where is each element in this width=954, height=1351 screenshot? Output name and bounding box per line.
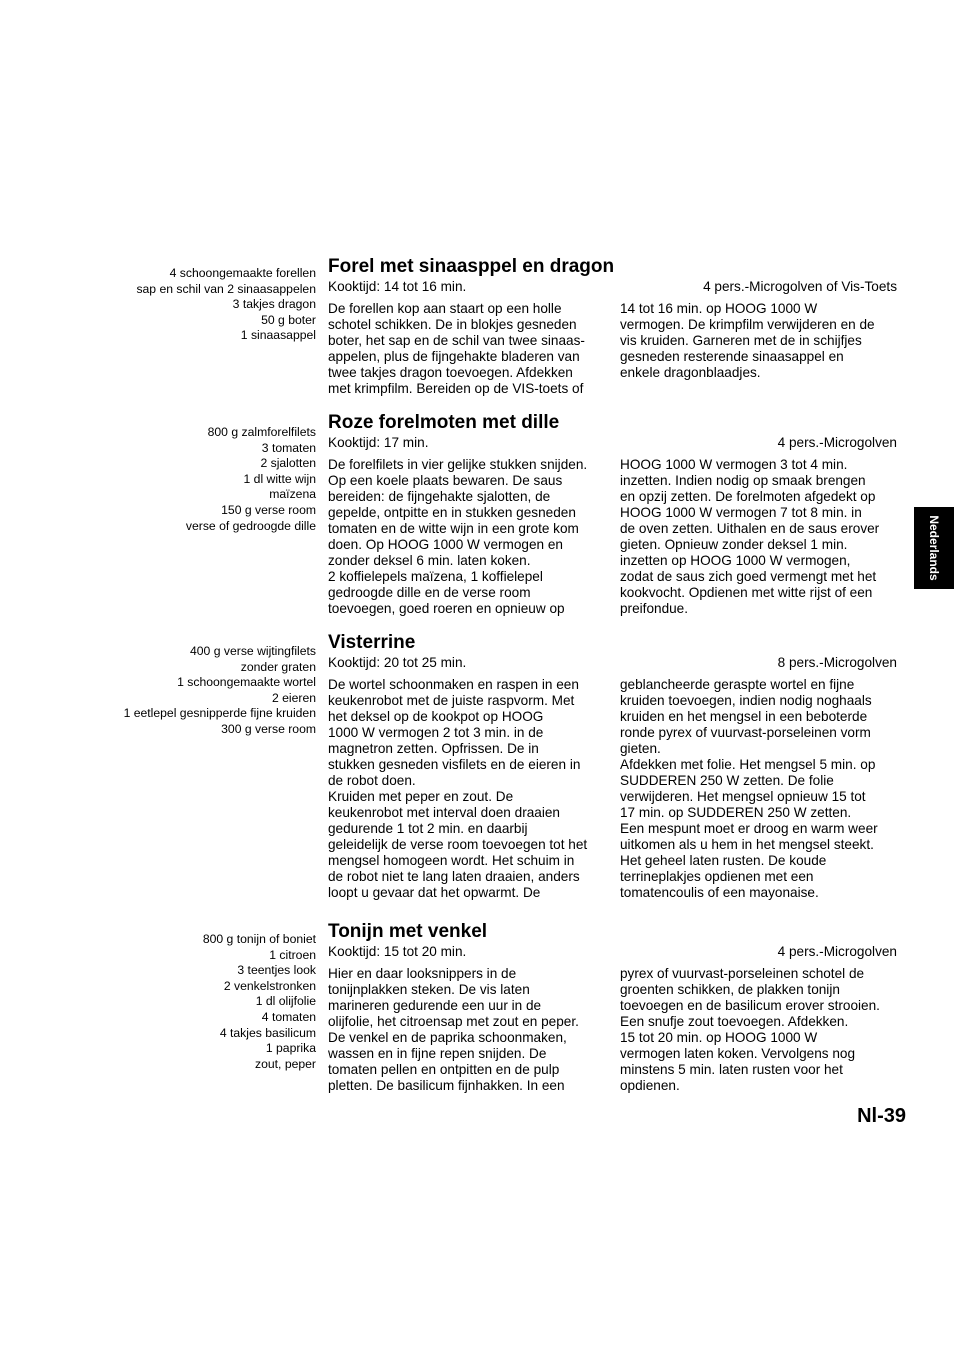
ingredient-item: 800 g zalmforelfilets bbox=[207, 425, 316, 439]
ingredient-item: 1 eetlepel gesnipperde fijne kruiden bbox=[123, 706, 316, 721]
cook-time: Kooktijd: 17 min. bbox=[328, 435, 429, 450]
text-line: de robot niet te lang laten draaien, anders bbox=[328, 869, 580, 884]
ingredient-item: zout, peper bbox=[255, 1056, 316, 1071]
text-line: uitkomen als u hem in het mengsel steekt. bbox=[620, 837, 874, 852]
text-line: gedroogde dille en de verse room bbox=[328, 585, 531, 600]
ingredient-item: 1 schoongemaakte wortel bbox=[177, 675, 316, 690]
ingredient-item: 150 g verse room bbox=[221, 502, 316, 517]
text-line: geleidelijk de verse room toevoegen tot het bbox=[328, 837, 588, 852]
recipe-title: Tonijn met venkel bbox=[328, 921, 488, 942]
text-line: De forelfilets in vier gelijke stukken snijden. bbox=[328, 457, 588, 472]
text-line: HOOG 1000 W vermogen 3 tot 4 min. bbox=[620, 457, 848, 472]
text-line: schotel schikken. De in blokjes gesneden bbox=[328, 317, 577, 332]
text-line: kruiden en het mengsel in een beboterde bbox=[620, 709, 868, 724]
ingredients-list bbox=[60, 266, 316, 344]
text-line: toevoegen en de basilicum erover strooien. bbox=[620, 998, 880, 1013]
ingredient-item: 1 paprika bbox=[265, 1041, 316, 1056]
instructions-right bbox=[620, 301, 902, 381]
recipe-title: Visterrine bbox=[328, 632, 416, 653]
text-line: doen. Op HOOG 1000 W vermogen en bbox=[328, 537, 563, 552]
text-line: verwijderen. Het mengsel opnieuw 15 tot bbox=[620, 789, 866, 804]
text-line: ronde pyrex of vuurvast-porseleinen vorm bbox=[620, 725, 871, 740]
serving-info: 4 pers.-Microgolven bbox=[777, 435, 897, 450]
text-line: Het geheel laten rusten. De koude bbox=[620, 853, 827, 868]
text-line: wassen en in fijne repen snijden. De bbox=[328, 1046, 547, 1061]
text-line: groenten schikken, de plakken tonijn bbox=[620, 982, 840, 997]
text-line: 2 koffielepels maïzena, 1 koffielepel bbox=[328, 569, 543, 584]
text-line: Een mespunt moet er droog en warm weer bbox=[620, 821, 878, 836]
instructions-right bbox=[620, 966, 902, 1094]
text-line: stukken gesneden visfilets en de eieren in bbox=[328, 757, 581, 772]
serving-info: 8 pers.-Microgolven bbox=[777, 655, 897, 670]
text-line: de robot doen. bbox=[328, 773, 416, 788]
ingredient-item: 4 schoongemaakte forellen bbox=[169, 266, 316, 280]
ingredient-item: 1 dl witte wijn bbox=[243, 471, 316, 486]
page-number: Nl-39 bbox=[857, 1105, 906, 1127]
text-line: keukenrobot met interval doen draaien bbox=[328, 805, 560, 820]
text-line: HOOG 1000 W vermogen 7 tot 8 min. in bbox=[620, 505, 862, 520]
ingredients-list bbox=[60, 644, 316, 738]
ingredient-item: verse of gedroogde dille bbox=[185, 518, 316, 533]
text-line: Op een koele plaats bewaren. De saus bbox=[328, 473, 563, 488]
text-line: vermogen laten koken. Vervolgens nog bbox=[620, 1046, 856, 1061]
ingredients-list bbox=[60, 425, 316, 534]
ingredient-item: 3 takjes dragon bbox=[232, 297, 316, 312]
ingredient-item: 4 tomaten bbox=[261, 1009, 316, 1024]
ingredient-item: sap en schil van 2 sinaasappelen bbox=[136, 281, 316, 296]
text-line: vermogen. De krimpfilm verwijderen en de bbox=[620, 317, 875, 332]
text-line: tomaten en de witte wijn in een grote kom bbox=[328, 521, 579, 536]
text-line: pletten. De basilicum fijnhakken. In een bbox=[328, 1078, 565, 1093]
text-line: De forellen kop aan staart op een holle bbox=[328, 301, 562, 316]
text-line: geblancheerde geraspte wortel en fijne bbox=[620, 677, 855, 692]
text-line: zodat de saus zich goed vermengt met het bbox=[620, 569, 877, 584]
text-line: en opzij zetten. De forelmoten afgedekt op bbox=[620, 489, 876, 504]
ingredient-item: 1 sinaasappel bbox=[240, 328, 316, 343]
text-line: Kruiden met peper en zout. De bbox=[328, 789, 514, 804]
text-line: met krimpfilm. Bereiden op de VIS-toets of bbox=[328, 381, 584, 396]
text-line: mengsel homogeen wordt. Het schuim in bbox=[328, 853, 575, 868]
cook-time: Kooktijd: 20 tot 25 min. bbox=[328, 655, 467, 670]
text-line: inzetten op HOOG 1000 W vermogen, bbox=[620, 553, 851, 568]
ingredient-item: 3 teentjes look bbox=[237, 963, 316, 978]
text-line: twee takjes dragon toevoegen. Afdekken bbox=[328, 365, 573, 380]
ingredient-item: 3 tomaten bbox=[261, 440, 316, 455]
text-line: appelen, plus de fijngehakte bladeren van bbox=[328, 349, 580, 364]
text-line: inzetten. Indien nodig op smaak brengen bbox=[620, 473, 866, 488]
text-line: de oven zetten. Uithalen en de saus erover bbox=[620, 521, 880, 536]
text-line: gesneden resterende sinaasappel en bbox=[620, 349, 844, 364]
text-line: Afdekken met folie. Het mengsel 5 min. op bbox=[620, 757, 876, 772]
text-line: vis kruiden. Garneren met de in schijfjes bbox=[620, 333, 862, 348]
text-line: Hier en daar looksnippers in de bbox=[328, 966, 517, 981]
ingredient-item: 4 takjes basilicum bbox=[219, 1025, 316, 1040]
text-line: boter, het sap en de schil van twee sinaas- bbox=[328, 333, 585, 348]
text-line: keukenrobot met de juiste raspvorm. Met bbox=[328, 693, 575, 708]
language-tab bbox=[914, 507, 954, 589]
text-line: enkele dragonblaadjes. bbox=[620, 365, 761, 380]
ingredients-list bbox=[60, 932, 316, 1072]
ingredient-item: 1 dl olijfolie bbox=[255, 994, 316, 1009]
instructions-left bbox=[328, 457, 610, 617]
ingredient-item: 2 venkelstronken bbox=[223, 978, 316, 993]
text-line: gedurende 1 tot 2 min. en daarbij bbox=[328, 821, 528, 836]
instructions-right bbox=[620, 457, 902, 617]
text-line: tonijnplakken steken. De vis laten bbox=[328, 982, 530, 997]
text-line: gepelde, ontpitte en in stukken gesneden bbox=[328, 505, 576, 520]
instructions-left bbox=[328, 966, 610, 1094]
text-line: gieten. bbox=[620, 741, 661, 756]
text-line: pyrex of vuurvast-porseleinen schotel de bbox=[620, 966, 865, 981]
text-line: toevoegen, goed roeren en opnieuw op bbox=[328, 601, 565, 616]
text-line: olijfolie, het citroensap met zout en peper. bbox=[328, 1014, 579, 1029]
text-line: SUDDEREN 250 W zetten. De folie bbox=[620, 773, 834, 788]
ingredient-item: 2 eieren bbox=[271, 690, 316, 705]
ingredient-item: 1 citroen bbox=[269, 947, 316, 962]
text-line: het deksel op de kookpot op HOOG bbox=[328, 709, 544, 724]
text-line: magnetron zetten. Opfrissen. De in bbox=[328, 741, 539, 756]
instructions-left bbox=[328, 677, 610, 901]
ingredient-item: 2 sjalotten bbox=[260, 456, 316, 471]
text-line: Een snufje zout toevoegen. Afdekken. bbox=[620, 1014, 849, 1029]
text-line: 1000 W vermogen 2 tot 3 min. in de bbox=[328, 725, 544, 740]
text-line: preifondue. bbox=[620, 601, 689, 616]
text-line: kookvocht. Opdienen met witte rijst of een bbox=[620, 585, 873, 600]
text-line: 14 tot 16 min. op HOOG 1000 W bbox=[620, 301, 818, 316]
cook-time: Kooktijd: 15 tot 20 min. bbox=[328, 944, 467, 959]
text-line: marineren gedurende een uur in de bbox=[328, 998, 542, 1013]
text-line: De wortel schoonmaken en raspen in een bbox=[328, 677, 579, 692]
text-line: tomaten pellen en ontpitten en de pulp bbox=[328, 1062, 560, 1077]
text-line: gieten. Opnieuw zonder deksel 1 min. bbox=[620, 537, 848, 552]
recipe-title: Forel met sinaasppel en dragon bbox=[328, 256, 615, 277]
text-line: loopt u gevaar dat het opwarmt. De bbox=[328, 885, 541, 900]
text-line: zonder deksel 6 min. laten koken. bbox=[328, 553, 531, 568]
text-line: 17 min. op SUDDEREN 250 W zetten. bbox=[620, 805, 852, 820]
text-line: terrineplakjes opdienen met een bbox=[620, 869, 814, 884]
serving-info: 4 pers.-Microgolven bbox=[777, 944, 897, 959]
ingredient-item: 800 g tonijn of boniet bbox=[202, 932, 316, 946]
instructions-right bbox=[620, 677, 902, 901]
serving-info: 4 pers.-Microgolven of Vis-Toets bbox=[703, 279, 897, 294]
ingredient-item: 300 g verse room bbox=[221, 721, 316, 736]
ingredient-item: 400 g verse wijtingfilets bbox=[190, 644, 316, 658]
text-line: minstens 5 min. laten rusten voor het bbox=[620, 1062, 843, 1077]
ingredient-item: maïzena bbox=[269, 487, 316, 502]
recipe-title: Roze forelmoten met dille bbox=[328, 412, 560, 433]
text-line: kruiden toevoegen, indien nodig noghaals bbox=[620, 693, 872, 708]
language-tab-label: Nederlands bbox=[927, 515, 941, 581]
text-line: opdienen. bbox=[620, 1078, 680, 1093]
cook-time: Kooktijd: 14 tot 16 min. bbox=[328, 279, 467, 294]
text-line: tomatencoulis of een mayonaise. bbox=[620, 885, 819, 900]
instructions-left bbox=[328, 301, 610, 397]
text-line: De venkel en de paprika schoonmaken, bbox=[328, 1030, 567, 1045]
text-line: 15 tot 20 min. op HOOG 1000 W bbox=[620, 1030, 818, 1045]
ingredient-item: zonder graten bbox=[240, 659, 316, 674]
ingredient-item: 50 g boter bbox=[261, 312, 316, 327]
text-line: bereiden: de fijngehakte sjalotten, de bbox=[328, 489, 551, 504]
